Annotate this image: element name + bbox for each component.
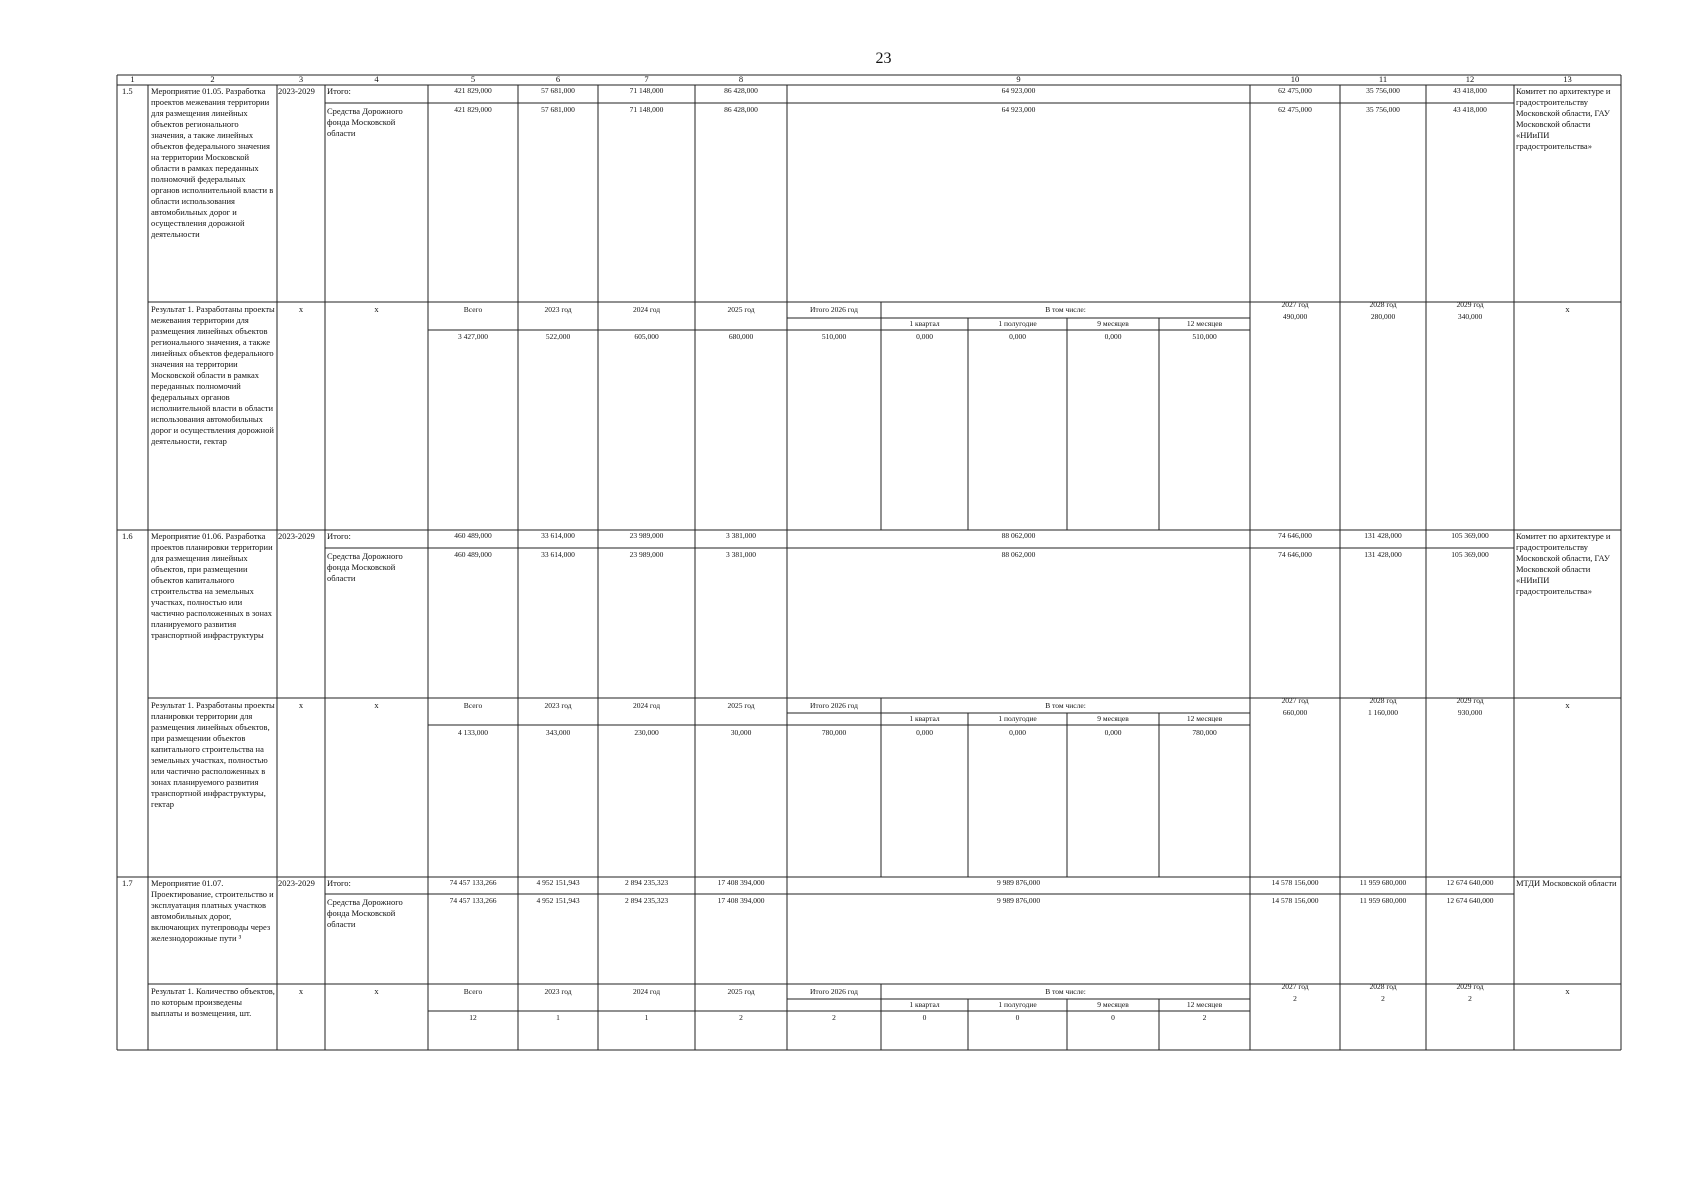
measure-2-result-value-6: 0,000	[916, 728, 933, 737]
measure-3-fund-c12: 12 674 640,000	[1446, 896, 1494, 905]
measure-1-result-source: х	[374, 304, 379, 314]
measure-3-result-value-10: 2	[1293, 994, 1297, 1003]
header-col-9: 9	[1016, 74, 1021, 84]
measure-1-fund-c7: 71 148,000	[629, 105, 664, 114]
measure-2-result-value-8: 0,000	[1104, 728, 1122, 737]
measure-2-fund-c9: 88 062,000	[1001, 550, 1036, 559]
header-col-11: 11	[1378, 74, 1388, 84]
measure-3-result-hdr-2029: 2029 год	[1456, 982, 1484, 991]
measure-3-result-hdr-2026: Итого 2026 год	[810, 987, 858, 996]
measure-3-result-hdr-q2: 1 полугодие	[998, 1000, 1037, 1009]
measure-3-result-hdr-c8: 2025 год	[727, 987, 755, 996]
measure-1-result-value-12: 340,000	[1457, 312, 1483, 321]
measure-1-result-hdr-c7: 2024 год	[632, 305, 661, 314]
measure-2-fund-c12: 105 369,000	[1451, 550, 1489, 559]
measure-1-result-period: х	[298, 304, 304, 314]
header-col-13: 13	[1563, 74, 1572, 84]
measure-1-total-c6: 57 681,000	[541, 86, 575, 95]
measure-1-result-hdr-q2: 1 полугодие	[998, 319, 1037, 328]
measure-3-result-hdr-c6: 2023 год	[544, 987, 572, 996]
measure-1-fund-c8: 86 428,000	[724, 105, 758, 114]
measure-3-fund-c8: 17 408 394,000	[717, 896, 765, 905]
measure-3-total-c6: 4 952 151,943	[536, 878, 580, 887]
measure-1-result-hdr-c6: 2023 год	[544, 305, 572, 314]
measure-1-result-value-11: 280,000	[1370, 312, 1396, 321]
measure-3-result-value-6: 0	[922, 1013, 927, 1022]
measure-1-result-name: Результат 1. Разработаны проекты межевания территории для размещения линейных объектов регионального значения, а также линейных объектов федерального значения на территории Московской области в рамках переданных полномочий федеральных органов исполнительной власти в области использования автомобильных дорог и осуществления дорожной деятельности, гектар	[151, 304, 275, 446]
measure-2-result-value-4: 30,000	[730, 728, 752, 737]
measure-2-result-value-2: 343,000	[545, 728, 571, 737]
header-col-4: 4	[374, 74, 379, 84]
measure-2-total-c6: 33 614,000	[541, 531, 575, 540]
measure-1-result-value-3: 605,000	[634, 332, 659, 341]
measure-2-fund-label: Средства Дорожного фонда Московской области	[327, 551, 403, 583]
measure-3-total-c12: 12 674 640,000	[1446, 878, 1494, 887]
measure-2-result-hdr-q1: 1 квартал	[909, 714, 940, 723]
measure-1-total-c8: 86 428,000	[724, 86, 758, 95]
measure-3-name: Мероприятие 01.07. Проектирование, строительство и эксплуатация платных участков автомобильных дорог, включающих путепроводы через железнодорожные пути ³	[151, 878, 274, 943]
measure-3-result-value-7: 0	[1015, 1013, 1020, 1022]
measure-1-fund-c5: 421 829,000	[454, 105, 492, 114]
page-number: 23	[875, 50, 892, 67]
measure-1-period: 2023-2029	[278, 86, 315, 96]
measure-1-result-hdr-2028: 2028 год	[1369, 300, 1397, 309]
measure-2-result-hdr-2027: 2027 год	[1281, 696, 1309, 705]
measure-3-fund-c10: 14 578 156,000	[1271, 896, 1319, 905]
measure-3-fund-c7: 2 894 235,323	[624, 896, 669, 905]
measure-2-result-value-10: 660,000	[1282, 708, 1308, 717]
measure-1-total-label: Итого:	[327, 86, 351, 96]
header-col-12: 12	[1465, 74, 1475, 84]
measure-2-result-value-7: 0,000	[1009, 728, 1026, 737]
measure-3-result-value-2: 1	[556, 1013, 560, 1022]
measure-2-result-hdr-c7: 2024 год	[632, 701, 661, 710]
measure-1-result-value-10: 490,000	[1282, 312, 1308, 321]
measure-1-result-hdr-c8: 2025 год	[727, 305, 755, 314]
measure-3-fund-label: Средства Дорожного фонда Московской области	[327, 897, 403, 929]
measure-2-result-hdr-q4: 12 месяцев	[1186, 714, 1223, 723]
measure-2-result-hdr-2026: Итого 2026 год	[810, 701, 858, 710]
measure-1-total-c11: 35 756,000	[1366, 86, 1400, 95]
measure-3-total-c9: 9 989 876,000	[996, 878, 1041, 887]
header-col-5: 5	[470, 74, 476, 84]
measure-3-result-period: х	[298, 986, 304, 996]
measure-3-result-hdr-q3: 9 месяцев	[1097, 1000, 1129, 1009]
measure-1-result-value-9: 510,000	[1192, 332, 1217, 341]
measure-2-result-value-11: 1 160,000	[1368, 708, 1398, 717]
measure-1-executor: Комитет по архитектуре и градостроительству Московской области, ГАУ Московской области «НИиПИ градостроительства»	[1516, 86, 1611, 151]
measure-2-fund-c6: 33 614,000	[541, 550, 575, 559]
measure-3-result-value-3: 1	[644, 1013, 649, 1022]
measure-1-result-hdr-2029: 2029 год	[1456, 300, 1484, 309]
measure-1-result-value-4: 680,000	[728, 332, 754, 341]
measure-3-number: 1.7	[122, 878, 133, 888]
header-col-10: 10	[1290, 74, 1300, 84]
measure-2-fund-c8: 3 381,000	[726, 550, 756, 559]
measure-3-result-name: Результат 1. Количество объектов, по которым произведены выплаты и возмещения, шт.	[151, 986, 275, 1018]
measure-3-executor: МТДИ Московской области	[1516, 878, 1617, 888]
measure-1-result-executor: х	[1565, 304, 1570, 314]
measure-3-result-value-1: 12	[469, 1013, 477, 1022]
measure-3-result-value-5: 2	[832, 1013, 836, 1022]
measure-1-total-c9: 64 923,000	[1001, 86, 1036, 95]
header-col-7: 7	[644, 74, 649, 84]
measure-3-result-source: х	[374, 986, 379, 996]
measure-3-result-value-12: 2	[1468, 994, 1472, 1003]
measure-3-result-hdr-q1: 1 квартал	[909, 1000, 940, 1009]
measure-3-fund-c9: 9 989 876,000	[996, 896, 1041, 905]
measure-3-total-c8: 17 408 394,000	[717, 878, 765, 887]
measure-3-result-hdr-c7: 2024 год	[632, 987, 661, 996]
measure-1-result-value-1: 3 427,000	[458, 332, 488, 341]
measure-2-total-c11: 131 428,000	[1364, 531, 1402, 540]
measure-1-total-c5: 421 829,000	[454, 86, 492, 95]
measure-2-total-c7: 23 989,000	[629, 531, 664, 540]
measure-1-number: 1.5	[122, 86, 133, 96]
measure-1-result-hdr-2026: Итого 2026 год	[810, 305, 858, 314]
measure-1-result-hdr-q1: 1 квартал	[909, 319, 940, 328]
measure-3-result-executor: х	[1565, 986, 1570, 996]
measure-3-total-c7: 2 894 235,323	[624, 878, 669, 887]
measure-2-result-hdr-2028: 2028 год	[1369, 696, 1397, 705]
measure-2-executor: Комитет по архитектуре и градостроительству Московской области, ГАУ Московской области «НИиПИ градостроительства»	[1516, 531, 1611, 596]
measure-2-fund-c11: 131 428,000	[1364, 550, 1402, 559]
measure-3-total-c11: 11 959 680,000	[1359, 878, 1407, 887]
measure-1-result-hdr-c5: Всего	[463, 305, 483, 314]
header-col-1: 1	[130, 74, 135, 84]
measure-3-result-value-8: 0	[1111, 1013, 1115, 1022]
header-col-3: 3	[298, 74, 304, 84]
header-col-8: 8	[738, 74, 744, 84]
measure-2-number: 1.6	[122, 531, 133, 541]
measure-2-result-period: х	[298, 700, 304, 710]
measure-1-result-value-2: 522,000	[545, 332, 571, 341]
measure-3-result-value-11: 2	[1381, 994, 1385, 1003]
measure-1-fund-c11: 35 756,000	[1366, 105, 1400, 114]
measure-1-result-hdr-2027: 2027 год	[1281, 300, 1309, 309]
measure-2-name: Мероприятие 01.06. Разработка проектов планировки территории для размещения линейных объектов, при размещении объектов капитального строительства на земельных участках, полностью или частично расположенных в зонах планируемого развития транспортной инфраструктуры	[151, 531, 273, 640]
measure-1-result-value-7: 0,000	[1009, 332, 1026, 341]
measure-1-result-hdr-q3: 9 месяцев	[1097, 319, 1129, 328]
measure-1-fund-c10: 62 475,000	[1278, 105, 1312, 114]
measure-2-result-hdr-c8: 2025 год	[727, 701, 755, 710]
measure-1-fund-c12: 43 418,000	[1453, 105, 1487, 114]
measure-1-name: Мероприятие 01.05. Разработка проектов межевания территории для размещения линейных объектов регионального значения, а также линейных объектов федерального значения на территории Московской области в рамках переданных полномочий федеральных органов исполнительной власти в области использования автомобильных дорог и осуществления дорожной деятельности	[151, 86, 274, 239]
measure-3-fund-c6: 4 952 151,943	[536, 896, 580, 905]
measure-3-result-hdr-c5: Всего	[463, 987, 483, 996]
measure-2-result-hdr-including: В том числе:	[1045, 701, 1086, 710]
measure-1-result-value-6: 0,000	[916, 332, 933, 341]
measure-2-total-c10: 74 646,000	[1278, 531, 1312, 540]
measure-2-result-hdr-q3: 9 месяцев	[1097, 714, 1129, 723]
measure-2-total-c5: 460 489,000	[454, 531, 492, 540]
measure-2-result-source: х	[374, 700, 379, 710]
measure-2-total-c12: 105 369,000	[1451, 531, 1489, 540]
measure-2-fund-c7: 23 989,000	[629, 550, 664, 559]
measure-2-result-hdr-2029: 2029 год	[1456, 696, 1484, 705]
measure-2-result-value-9: 780,000	[1192, 728, 1217, 737]
measure-2-result-hdr-q2: 1 полугодие	[998, 714, 1037, 723]
measure-2-total-c9: 88 062,000	[1001, 531, 1036, 540]
measure-3-result-hdr-q4: 12 месяцев	[1186, 1000, 1223, 1009]
measure-2-result-hdr-c6: 2023 год	[544, 701, 572, 710]
measure-3-total-c5: 74 457 133,266	[449, 878, 497, 887]
measure-1-result-hdr-including: В том числе:	[1045, 305, 1086, 314]
measure-2-result-value-1: 4 133,000	[458, 728, 488, 737]
measure-3-total-c10: 14 578 156,000	[1271, 878, 1319, 887]
measure-3-result-hdr-2028: 2028 год	[1369, 982, 1397, 991]
measure-3-result-hdr-including: В том числе:	[1045, 987, 1086, 996]
measure-1-fund-c6: 57 681,000	[541, 105, 575, 114]
measure-2-result-value-3: 230,000	[634, 728, 659, 737]
measure-2-result-hdr-c5: Всего	[463, 701, 483, 710]
measure-2-result-name: Результат 1. Разработаны проекты планировки территории для размещения линейных объектов, при размещении объектов капитального строительства на земельных участках, полностью или частично расположенных в зонах планируемого развития транспортной инфраструктуры, гектар	[151, 700, 275, 809]
measure-1-result-value-5: 510,000	[821, 332, 847, 341]
measure-1-total-c7: 71 148,000	[629, 86, 664, 95]
measure-3-total-label: Итого:	[327, 878, 351, 888]
measure-3-fund-c5: 74 457 133,266	[449, 896, 497, 905]
measure-3-fund-c11: 11 959 680,000	[1359, 896, 1407, 905]
measure-2-result-value-5: 780,000	[821, 728, 847, 737]
measure-3-result-value-4: 2	[739, 1013, 743, 1022]
measure-3-result-value-9: 2	[1202, 1013, 1207, 1022]
measure-2-result-executor: х	[1565, 700, 1570, 710]
measure-2-result-value-12: 930,000	[1457, 708, 1483, 717]
measure-1-total-c12: 43 418,000	[1453, 86, 1487, 95]
measure-1-result-hdr-q4: 12 месяцев	[1186, 319, 1223, 328]
measure-2-total-c8: 3 381,000	[726, 531, 756, 540]
measure-3-result-hdr-2027: 2027 год	[1281, 982, 1309, 991]
measure-2-fund-c5: 460 489,000	[454, 550, 492, 559]
measure-1-fund-c9: 64 923,000	[1001, 105, 1036, 114]
measure-1-total-c10: 62 475,000	[1278, 86, 1312, 95]
measure-3-period: 2023-2029	[278, 878, 315, 888]
header-col-2: 2	[210, 74, 215, 84]
header-col-6: 6	[555, 74, 561, 84]
measure-2-total-label: Итого:	[327, 531, 351, 541]
measure-1-result-value-8: 0,000	[1104, 332, 1122, 341]
measure-2-fund-c10: 74 646,000	[1278, 550, 1312, 559]
measure-1-fund-label: Средства Дорожного фонда Московской области	[327, 106, 403, 138]
measure-2-period: 2023-2029	[278, 531, 315, 541]
